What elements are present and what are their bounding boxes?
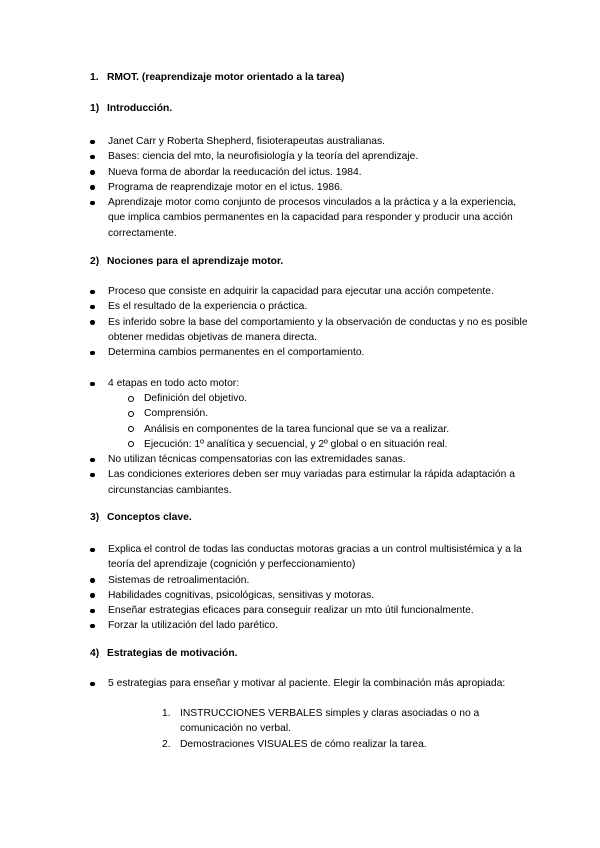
list-item: Es el resultado de la experiencia o práctica. bbox=[90, 299, 530, 314]
list-item: Las condiciones exteriores deben ser muy variadas para estimular la rápida adaptación a circunstancias cambiantes. bbox=[90, 467, 530, 498]
list-item: Forzar la utilización del lado parético. bbox=[90, 618, 530, 633]
list-item: Habilidades cognitivas, psicológicas, sensitivas y motoras. bbox=[90, 588, 530, 603]
list-item: 4 etapas en todo acto motor: bbox=[90, 376, 530, 391]
list-item: Aprendizaje motor como conjunto de procesos vinculados a la práctica y a la experiencia, que implica cambios permanentes en la capacidad para responder y producir una acción correctamente. bbox=[90, 195, 530, 241]
list-item: Análisis en componentes de la tarea funcional que se va a realizar. bbox=[128, 422, 548, 437]
section-3-list bbox=[90, 542, 530, 634]
section-4-heading: 4) Estrategias de motivación. bbox=[90, 648, 238, 659]
list-item: Comprensión. bbox=[128, 406, 548, 421]
list-item: Definición del objetivo. bbox=[128, 391, 548, 406]
section-2-stages-list bbox=[128, 391, 548, 452]
section-4-numbered-list bbox=[162, 706, 522, 752]
section-2-heading: 2) Nociones para el aprendizaje motor. bbox=[90, 256, 284, 267]
list-item: 1. INSTRUCCIONES VERBALES simples y claras asociadas o no a comunicación no verbal. bbox=[162, 708, 480, 735]
list-item: Ejecución: 1º analítica y secuencial, y 2º global o en situación real. bbox=[128, 437, 548, 452]
list-item: Determina cambios permanentes en el comportamiento. bbox=[90, 345, 530, 360]
section-2-list-b bbox=[90, 452, 530, 498]
list-item: Enseñar estrategias eficaces para conseguir realizar un mto útil funcionalmente. bbox=[90, 603, 530, 618]
list-item: Sistemas de retroalimentación. bbox=[90, 573, 530, 588]
list-item: Janet Carr y Roberta Shepherd, fisioterapeutas australianas. bbox=[90, 134, 530, 149]
section-1-list bbox=[90, 134, 530, 241]
list-item: 5 estrategias para enseñar y motivar al paciente. Elegir la combinación más apropiada: bbox=[90, 676, 530, 691]
section-4-list bbox=[90, 676, 530, 691]
list-item: Nueva forma de abordar la reeducación del ictus. 1984. bbox=[90, 165, 530, 180]
document-title: 1. RMOT. (reaprendizaje motor orientado a la tarea) bbox=[90, 72, 345, 83]
list-item: Explica el control de todas las conductas motoras gracias a un control multisistémica y a la teoría del aprendizaje (cognición y perfeccionamiento) bbox=[90, 542, 530, 573]
list-item: Programa de reaprendizaje motor en el ictus. 1986. bbox=[90, 180, 530, 195]
section-2-stages-intro bbox=[90, 376, 530, 391]
section-3-heading: 3) Conceptos clave. bbox=[90, 512, 192, 523]
section-2-list bbox=[90, 284, 530, 360]
list-item: Bases: ciencia del mto, la neurofisiología y la teoría del aprendizaje. bbox=[90, 149, 530, 164]
list-item: Proceso que consiste en adquirir la capacidad para ejecutar una acción competente. bbox=[90, 284, 530, 299]
list-item: No utilizan técnicas compensatorias con las extremidades sanas. bbox=[90, 452, 530, 467]
list-item: 2. Demostraciones VISUALES de cómo realizar la tarea. bbox=[162, 738, 427, 750]
section-1-heading: 1) Introducción. bbox=[90, 103, 173, 114]
list-item: Es inferido sobre la base del comportamiento y la observación de conductas y no es posible obtener medidas objetivas de manera directa. bbox=[90, 315, 530, 346]
